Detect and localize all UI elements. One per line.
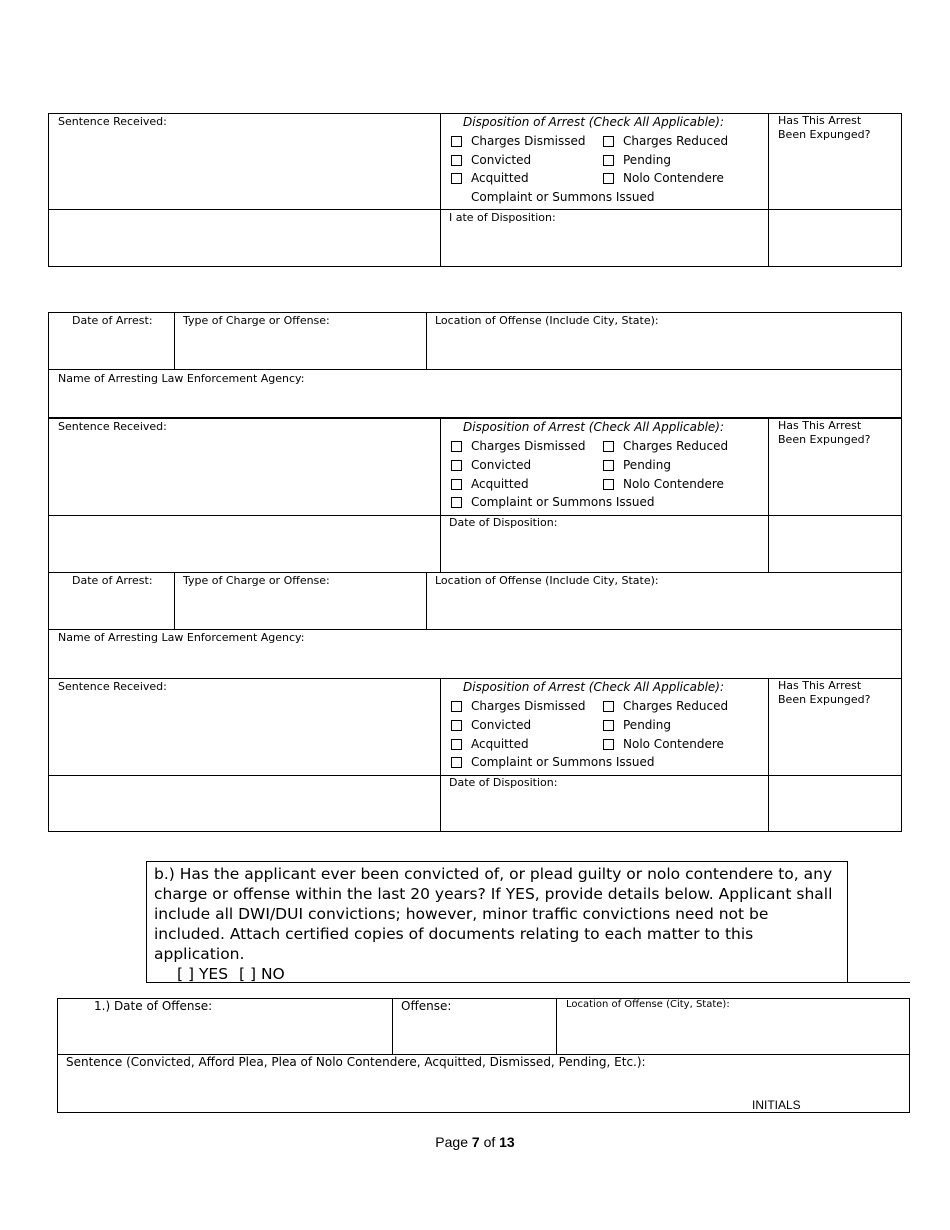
question-b-text: b.) Has the applicant ever been convicted of, or plead guilty or nolo contendere to, any charge or offense within the last 20 years? If YES, provide details below. Applicant shall include all DWI/DUI convictions; however, minor traffic convictions need not be included. Attach certified copies of documents relating to each matter to this application. [154,865,833,963]
checkbox-charges-reduced[interactable]: Charges Reduced [603,134,728,149]
initials-label: INITIALS [752,1098,801,1112]
checkbox-icon[interactable] [603,701,614,712]
current-page: 7 [471,1134,480,1150]
date-of-arrest-label: Date of Arrest: [72,314,153,327]
divider [174,572,175,630]
checkbox-icon[interactable] [451,497,462,508]
complaint-option: Complaint or Summons Issued [471,190,655,204]
disposition-title: Disposition of Arrest (Check All Applicable): [463,680,725,694]
offense-label: Offense: [401,999,452,1013]
expunged-label: Has This Arrest Been Expunged? [778,114,871,141]
date-of-offense-label: 1.) Date of Offense: [94,999,213,1013]
checkbox-icon[interactable] [451,757,462,768]
checkbox-nolo-contendere[interactable]: Nolo Contendere [603,477,724,492]
divider [392,998,393,1055]
page-number: Page 7 of 13 [435,1134,515,1150]
divider [768,418,769,573]
type-of-charge-label: Type of Charge or Offense: [183,574,330,587]
checkbox-charges-reduced[interactable]: Charges Reduced [603,439,728,454]
checkbox-acquitted[interactable]: Acquitted [451,477,529,492]
block3-arrest-row [48,572,902,679]
date-of-arrest-label: Date of Arrest: [72,574,153,587]
arresting-agency-label: Name of Arresting Law Enforcement Agency: [58,372,305,385]
checkbox-icon[interactable] [603,441,614,452]
divider [440,113,441,267]
checkbox-icon[interactable] [603,136,614,147]
checkbox-icon[interactable] [451,720,462,731]
checkbox-charges-reduced[interactable]: Charges Reduced [603,699,728,714]
yes-no-options [154,964,840,984]
checkbox-icon[interactable] [451,155,462,166]
checkbox-pending[interactable]: Pending [603,718,671,733]
checkbox-pending[interactable]: Pending [603,458,671,473]
sentence-label: Sentence (Convicted, Afford Plea, Plea of Nolo Contendere, Acquitted, Dismissed, Pending, Etc.): [66,1055,646,1069]
date-of-disposition-label: I ate of Disposition: [449,211,556,224]
sentence-received-label: Sentence Received: [58,420,167,433]
checkbox-charges-dismissed[interactable]: Charges Dismissed [451,134,585,149]
checkbox-icon[interactable] [451,460,462,471]
divider [556,998,557,1055]
date-of-disposition-label: Date of Disposition: [449,516,558,529]
expunged-label: Has This Arrest Been Expunged? [778,679,871,706]
no-option[interactable]: [ ] NO [239,965,285,983]
checkbox-convicted[interactable]: Convicted [451,153,531,168]
checkbox-acquitted[interactable]: Acquitted [451,737,529,752]
checkbox-acquitted[interactable]: Acquitted [451,171,529,186]
divider [48,369,902,370]
sentence-received-label: Sentence Received: [58,680,167,693]
checkbox-charges-dismissed[interactable]: Charges Dismissed [451,699,585,714]
checkbox-pending[interactable]: Pending [603,153,671,168]
location-of-offense-label: Location of Offense (Include City, State): [435,314,659,327]
checkbox-icon[interactable] [451,441,462,452]
divider [768,678,769,832]
checkbox-icon[interactable] [603,720,614,731]
checkbox-icon[interactable] [603,460,614,471]
disposition-title: Disposition of Arrest (Check All Applicable): [463,420,725,434]
yes-option[interactable]: [ ] YES [177,965,229,983]
sentence-received-label: Sentence Received: [58,115,167,128]
checkbox-icon[interactable] [603,173,614,184]
divider [768,113,769,267]
total-pages: 13 [499,1134,515,1150]
checkbox-icon[interactable] [451,701,462,712]
divider [48,629,902,630]
checkbox-convicted[interactable]: Convicted [451,458,531,473]
divider [426,572,427,630]
divider [426,312,427,370]
expunged-label: Has This Arrest Been Expunged? [778,419,871,446]
checkbox-complaint[interactable]: Complaint or Summons Issued [451,495,655,510]
checkbox-icon[interactable] [603,155,614,166]
checkbox-complaint[interactable]: Complaint or Summons Issued [451,755,655,770]
divider [440,678,441,832]
location-of-offense-label: Location of Offense (Include City, State): [435,574,659,587]
divider [174,312,175,370]
divider [48,209,902,210]
date-of-disposition-label: Date of Disposition: [449,776,558,789]
checkbox-convicted[interactable]: Convicted [451,718,531,733]
checkbox-icon[interactable] [451,739,462,750]
checkbox-nolo-contendere[interactable]: Nolo Contendere [603,737,724,752]
divider [393,982,910,983]
checkbox-icon[interactable] [451,173,462,184]
checkbox-icon[interactable] [451,136,462,147]
divider [440,418,441,573]
checkbox-icon[interactable] [451,479,462,490]
question-b-box [146,861,848,983]
disposition-title: Disposition of Arrest (Check All Applicable): [463,115,725,129]
checkbox-nolo-contendere[interactable]: Nolo Contendere [603,171,724,186]
offense-location-label: Location of Offense (City, State): [566,999,730,1010]
checkbox-icon[interactable] [603,479,614,490]
checkbox-charges-dismissed[interactable]: Charges Dismissed [451,439,585,454]
arresting-agency-label: Name of Arresting Law Enforcement Agency: [58,631,305,644]
type-of-charge-label: Type of Charge or Offense: [183,314,330,327]
checkbox-icon[interactable] [603,739,614,750]
